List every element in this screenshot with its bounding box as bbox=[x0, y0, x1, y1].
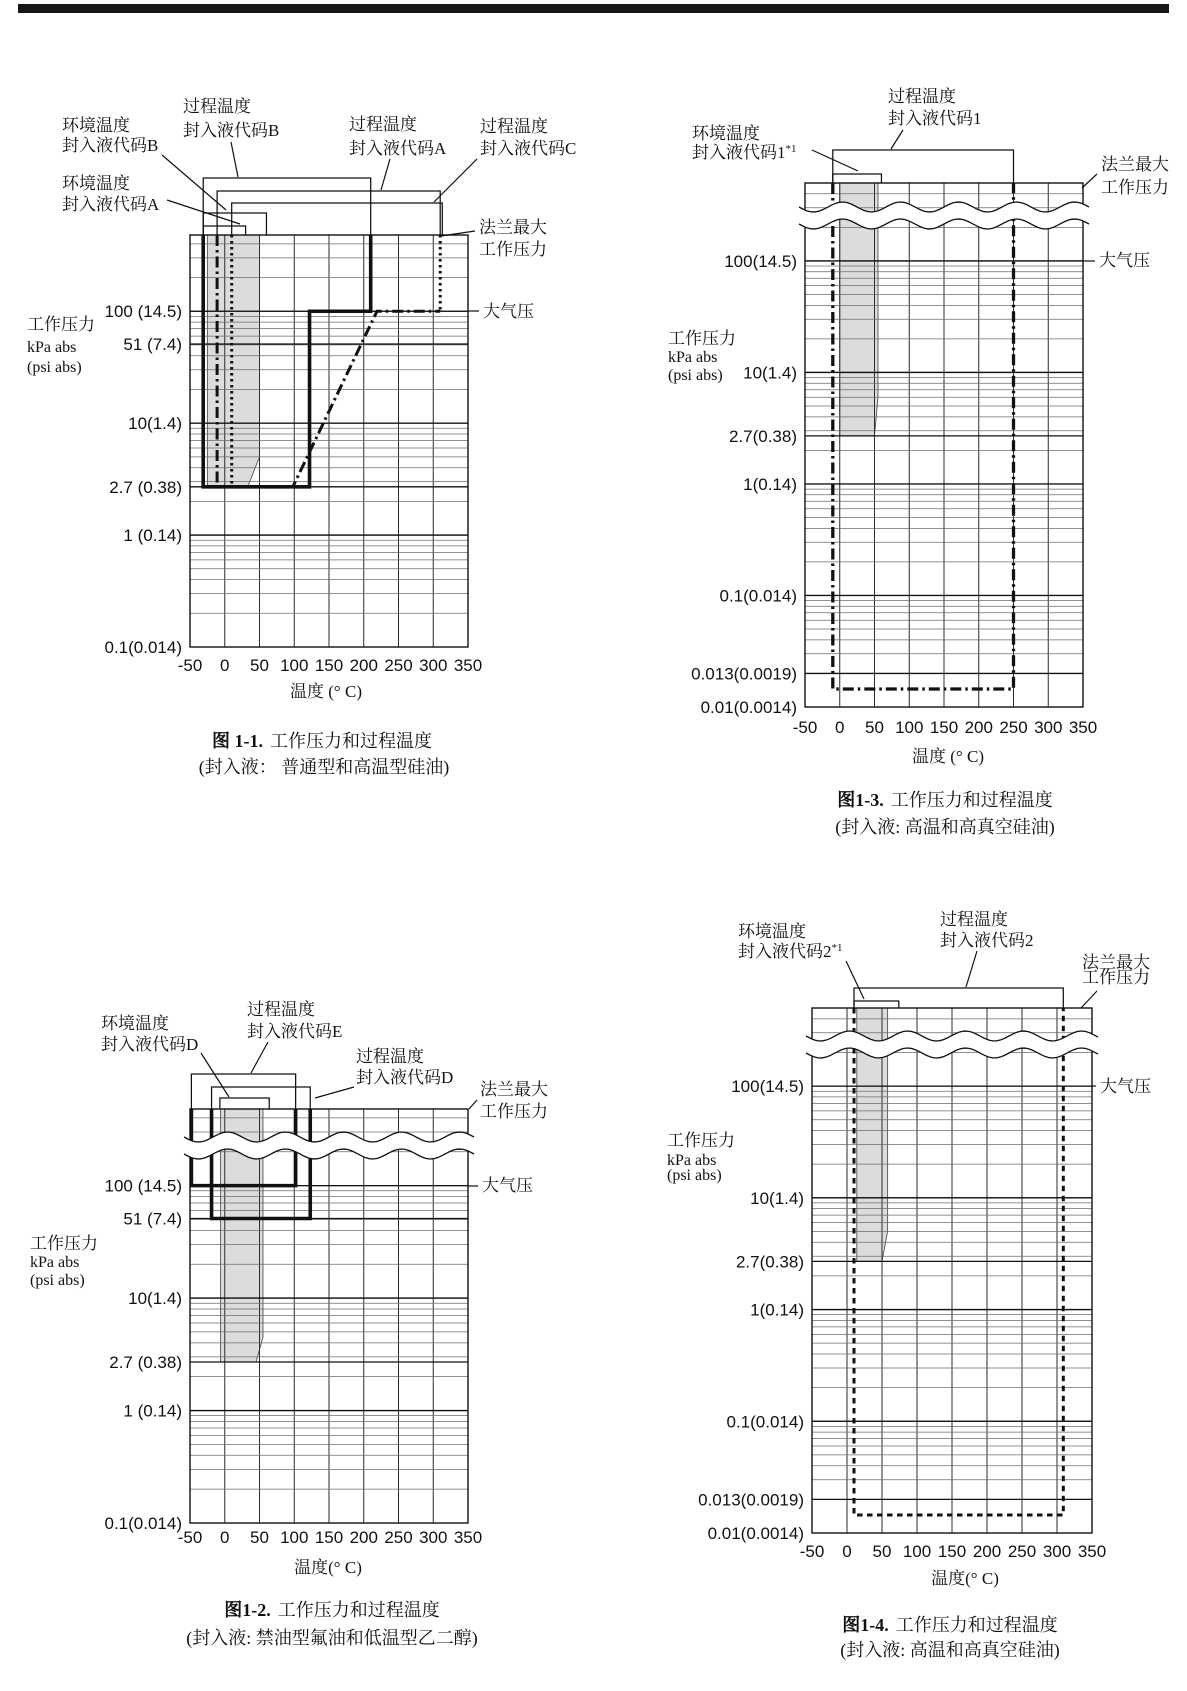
y-tick-label: 2.7(0.38) bbox=[735, 1252, 804, 1272]
x-tick-label: -50 bbox=[177, 656, 203, 675]
y-tick-label: 0.1(0.014) bbox=[726, 1412, 804, 1432]
callout-label-process-temp-fill-code-A: 过程温度 bbox=[349, 115, 417, 134]
callout-label-process-temp-fill-code-1: 封入液代码1 bbox=[888, 109, 982, 128]
y-tick-label: 1(0.14) bbox=[750, 1300, 804, 1320]
y-axis-title-line: kPa abs bbox=[668, 349, 718, 366]
y-tick-label: 100 (14.5) bbox=[104, 1176, 182, 1196]
x-tick-label: 300 bbox=[1042, 1542, 1072, 1561]
y-tick-label: 51 (7.4) bbox=[123, 1209, 182, 1229]
y-tick-label: 10(1.4) bbox=[128, 414, 182, 434]
range-box-ambient-temp-D bbox=[220, 1098, 269, 1109]
y-axis-title-line: 工作压力 bbox=[27, 315, 95, 334]
x-axis-title: 温度 (° C) bbox=[912, 747, 984, 766]
x-axis-title: 温度(° C) bbox=[931, 1569, 999, 1588]
y-tick-label: 51 (7.4) bbox=[123, 334, 182, 354]
range-box-process-temp-1 bbox=[833, 150, 1014, 183]
callout-label-flange-max-working-pressure: 法兰最大 bbox=[479, 218, 547, 237]
x-tick-label: 0 bbox=[835, 718, 845, 737]
x-tick-label: 350 bbox=[453, 656, 483, 675]
range-box-ambient-temp-1 bbox=[833, 174, 882, 183]
callout-pointer-flange-max-working-pressure bbox=[1081, 991, 1097, 1008]
callout-label-flange-max-working-pressure: 法兰最大 bbox=[1101, 155, 1169, 174]
callout-pointer-ambient-temp-fill-code-2 bbox=[846, 961, 864, 999]
callout-label-process-temp-fill-code-A: 封入液代码A bbox=[349, 139, 447, 158]
y-tick-label: 0.1(0.014) bbox=[719, 586, 797, 606]
caption-subtitle-fig-1-1: (封入液： 普通型和高温型硅油) bbox=[198, 757, 450, 777]
x-tick-label: 150 bbox=[929, 718, 959, 737]
callout-pointer-process-temp-fill-code-1 bbox=[891, 130, 903, 149]
y-tick-label: 0.01(0.0014) bbox=[707, 1524, 804, 1543]
caption-subtitle-fig-1-3: (封入液: 高温和高真空硅油) bbox=[835, 817, 1055, 837]
x-tick-label: 350 bbox=[1068, 718, 1098, 737]
x-tick-label: 200 bbox=[972, 1542, 1002, 1561]
caption-fig-1-4 bbox=[842, 1611, 1058, 1637]
ambient-temp-band bbox=[207, 235, 259, 487]
caption-fig-1-2 bbox=[224, 1596, 440, 1622]
x-tick-label: -50 bbox=[799, 1542, 825, 1561]
callout-label-ambient-temp-fill-code-2: 封入液代码2$^{*1}$ bbox=[738, 942, 843, 961]
y-axis-title-line: 工作压力 bbox=[667, 1131, 735, 1150]
x-tick-label: 200 bbox=[964, 718, 993, 737]
callout-label-atmospheric-pressure: 大气压 bbox=[482, 1176, 533, 1195]
x-tick-label: 100 bbox=[895, 718, 924, 737]
callout-label-flange-max-working-pressure: 法兰最大 bbox=[1082, 953, 1150, 972]
caption-subtitle-fig-1-4: (封入液: 高温和高真空硅油) bbox=[840, 1640, 1060, 1660]
y-tick-label: 1 (0.14) bbox=[123, 1401, 182, 1421]
range-box-ambient-temp-A bbox=[203, 226, 245, 235]
x-tick-label: 50 bbox=[872, 1542, 892, 1561]
caption-fig-number: 图1-4. bbox=[842, 1615, 889, 1635]
caption-title: 工作压力和过程温度 bbox=[277, 1600, 440, 1620]
y-axis-title-line: kPa abs bbox=[667, 1152, 717, 1169]
caption-title: 工作压力和过程温度 bbox=[895, 1615, 1058, 1635]
x-tick-label: 100 bbox=[280, 1528, 309, 1547]
x-axis-title: 温度 (° C) bbox=[290, 682, 362, 701]
callout-label-process-temp-fill-code-E: 封入液代码E bbox=[247, 1022, 343, 1041]
callout-label-process-temp-fill-code-B: 封入液代码B bbox=[183, 121, 280, 140]
x-tick-label: 300 bbox=[419, 1528, 448, 1547]
callout-pointer-process-temp-fill-code-A bbox=[381, 159, 390, 190]
y-axis-title-line: 工作压力 bbox=[30, 1234, 98, 1253]
y-tick-label: 100(14.5) bbox=[724, 251, 797, 271]
y-tick-label: 100 (14.5) bbox=[104, 302, 182, 322]
range-box-ambient-temp-2 bbox=[854, 1001, 899, 1008]
x-tick-label: -50 bbox=[792, 718, 818, 737]
y-tick-label: 2.7 (0.38) bbox=[109, 477, 182, 497]
callout-label-process-temp-fill-code-C: 封入液代码C bbox=[480, 139, 577, 158]
y-axis-title-line: (psi abs) bbox=[667, 1167, 722, 1184]
callout-label-atmospheric-pressure: 大气压 bbox=[1099, 251, 1150, 270]
x-axis-title: 温度(° C) bbox=[294, 1558, 362, 1577]
x-tick-label: 50 bbox=[250, 1528, 269, 1547]
callout-label-flange-max-working-pressure: 工作压力 bbox=[1101, 178, 1169, 197]
y-tick-label: 1(0.14) bbox=[743, 474, 797, 494]
callout-label-process-temp-fill-code-C: 过程温度 bbox=[480, 117, 548, 136]
figure-fig-1-3 bbox=[668, 87, 1169, 766]
y-tick-label: 10(1.4) bbox=[743, 363, 797, 383]
x-tick-label: 150 bbox=[314, 1528, 344, 1547]
callout-label-ambient-temp-fill-code-1: 封入液代码1$^{*1}$ bbox=[692, 143, 797, 162]
callout-label-ambient-temp-fill-code-2: 环境温度 bbox=[738, 922, 806, 941]
y-tick-label: 10(1.4) bbox=[128, 1289, 182, 1309]
y-tick-label: 0.1(0.014) bbox=[104, 1514, 182, 1533]
range-box-ambient-temp-B bbox=[203, 213, 266, 235]
y-axis-title-line: (psi abs) bbox=[27, 359, 82, 376]
x-tick-label: 350 bbox=[453, 1528, 483, 1547]
callout-pointer-flange-max-working-pressure bbox=[1082, 174, 1097, 188]
caption-title: 工作压力和过程温度 bbox=[890, 790, 1053, 810]
y-tick-label: 0.01(0.0014) bbox=[700, 698, 797, 717]
caption-fig-number: 图1-3. bbox=[837, 790, 884, 810]
y-tick-label: 100(14.5) bbox=[731, 1077, 804, 1097]
callout-pointer-ambient-temp-fill-code-D bbox=[201, 1053, 229, 1097]
x-tick-label: 150 bbox=[314, 656, 344, 675]
x-tick-label: 0 bbox=[220, 1528, 230, 1547]
x-tick-label: 100 bbox=[902, 1542, 932, 1561]
y-tick-label: 1 (0.14) bbox=[123, 526, 182, 546]
x-tick-label: 200 bbox=[349, 1528, 378, 1547]
y-axis-title-line: kPa abs bbox=[30, 1254, 80, 1271]
x-tick-label: 250 bbox=[384, 1528, 413, 1547]
callout-label-ambient-temp-fill-code-A: 封入液代码A bbox=[62, 195, 160, 214]
callout-pointer-process-temp-fill-code-E bbox=[251, 1042, 268, 1073]
caption-title: 工作压力和过程温度 bbox=[270, 731, 432, 751]
caption-fig-1-3 bbox=[837, 786, 1053, 812]
range-box-process-temp-2 bbox=[854, 988, 1063, 1008]
x-tick-label: -50 bbox=[177, 1528, 203, 1547]
x-tick-label: 0 bbox=[220, 656, 230, 675]
callout-label-process-temp-fill-code-2: 封入液代码2 bbox=[940, 931, 1034, 950]
x-tick-label: 50 bbox=[865, 718, 884, 737]
x-tick-label: 200 bbox=[349, 656, 378, 675]
caption-subtitle-fig-1-2: (封入液: 禁油型氟油和低温型乙二醇) bbox=[186, 1628, 478, 1648]
callout-pointer-process-temp-fill-code-D bbox=[315, 1087, 354, 1098]
y-axis-title-line: 工作压力 bbox=[668, 329, 736, 348]
caption-fig-number: 图1-2. bbox=[224, 1600, 271, 1620]
callout-label-atmospheric-pressure: 大气压 bbox=[1100, 1077, 1151, 1096]
y-axis-title-line: (psi abs) bbox=[30, 1272, 85, 1289]
y-tick-label: 0.1(0.014) bbox=[104, 638, 182, 657]
callout-pointer-process-temp-fill-code-2 bbox=[966, 951, 977, 987]
x-tick-label: 300 bbox=[1034, 718, 1063, 737]
callout-label-process-temp-fill-code-E: 过程温度 bbox=[247, 1000, 315, 1019]
callout-label-ambient-temp-fill-code-A: 环境温度 bbox=[62, 174, 130, 193]
x-tick-label: 250 bbox=[384, 656, 413, 675]
y-tick-label: 10(1.4) bbox=[750, 1188, 804, 1208]
callout-pointer-flange-max-working-pressure bbox=[469, 1100, 477, 1109]
callout-label-ambient-temp-fill-code-D: 封入液代码D bbox=[101, 1035, 199, 1054]
caption-fig-1-1 bbox=[212, 727, 432, 753]
callout-label-flange-max-working-pressure: 工作压力 bbox=[479, 240, 547, 259]
callout-pointer-process-temp-fill-code-C bbox=[434, 159, 477, 202]
figure-fig-1-4 bbox=[667, 910, 1151, 1588]
x-tick-label: 350 bbox=[1077, 1542, 1107, 1561]
x-tick-label: 0 bbox=[842, 1542, 852, 1561]
callout-label-flange-max-working-pressure: 法兰最大 bbox=[480, 1080, 548, 1099]
y-tick-label: 0.013(0.0019) bbox=[698, 1490, 804, 1510]
callout-label-ambient-temp-fill-code-1: 环境温度 bbox=[692, 124, 760, 143]
callout-label-ambient-temp-fill-code-D: 环境温度 bbox=[101, 1014, 169, 1033]
figure-fig-1-2 bbox=[30, 1000, 548, 1577]
callout-pointer-ambient-temp-fill-code-1 bbox=[812, 150, 858, 171]
x-tick-label: 50 bbox=[250, 656, 269, 675]
callout-label-ambient-temp-fill-code-B: 环境温度 bbox=[62, 116, 130, 135]
y-axis-title-line: (psi abs) bbox=[668, 367, 723, 384]
callout-label-process-temp-fill-code-D: 过程温度 bbox=[356, 1047, 424, 1066]
y-tick-label: 2.7 (0.38) bbox=[109, 1353, 182, 1373]
callout-label-process-temp-fill-code-1: 过程温度 bbox=[888, 87, 956, 106]
callout-label-process-temp-fill-code-2: 过程温度 bbox=[940, 910, 1008, 929]
range-box-process-temp-C bbox=[232, 203, 443, 235]
x-tick-label: 150 bbox=[937, 1542, 967, 1561]
callout-label-atmospheric-pressure: 大气压 bbox=[483, 302, 534, 321]
range-box-process-temp-E bbox=[191, 1074, 295, 1109]
x-tick-label: 250 bbox=[1007, 1542, 1037, 1561]
callout-label-flange-max-working-pressure: 工作压力 bbox=[480, 1102, 548, 1121]
y-tick-label: 2.7(0.38) bbox=[728, 426, 797, 446]
y-axis-title-line: kPa abs bbox=[27, 339, 77, 356]
callout-pointer-process-temp-fill-code-B bbox=[231, 142, 238, 177]
caption-fig-number: 图 1-1. bbox=[212, 731, 263, 751]
callout-label-ambient-temp-fill-code-B: 封入液代码B bbox=[62, 136, 159, 155]
callout-label-flange-max-working-pressure: 工作压力 bbox=[1082, 968, 1150, 987]
x-tick-label: 250 bbox=[999, 718, 1028, 737]
x-tick-label: 300 bbox=[419, 656, 448, 675]
callout-label-process-temp-fill-code-B: 过程温度 bbox=[183, 97, 251, 116]
x-tick-label: 100 bbox=[280, 656, 309, 675]
y-tick-label: 0.013(0.0019) bbox=[691, 664, 797, 684]
figure-fig-1-1 bbox=[27, 97, 576, 701]
callout-label-process-temp-fill-code-D: 封入液代码D bbox=[356, 1068, 454, 1087]
